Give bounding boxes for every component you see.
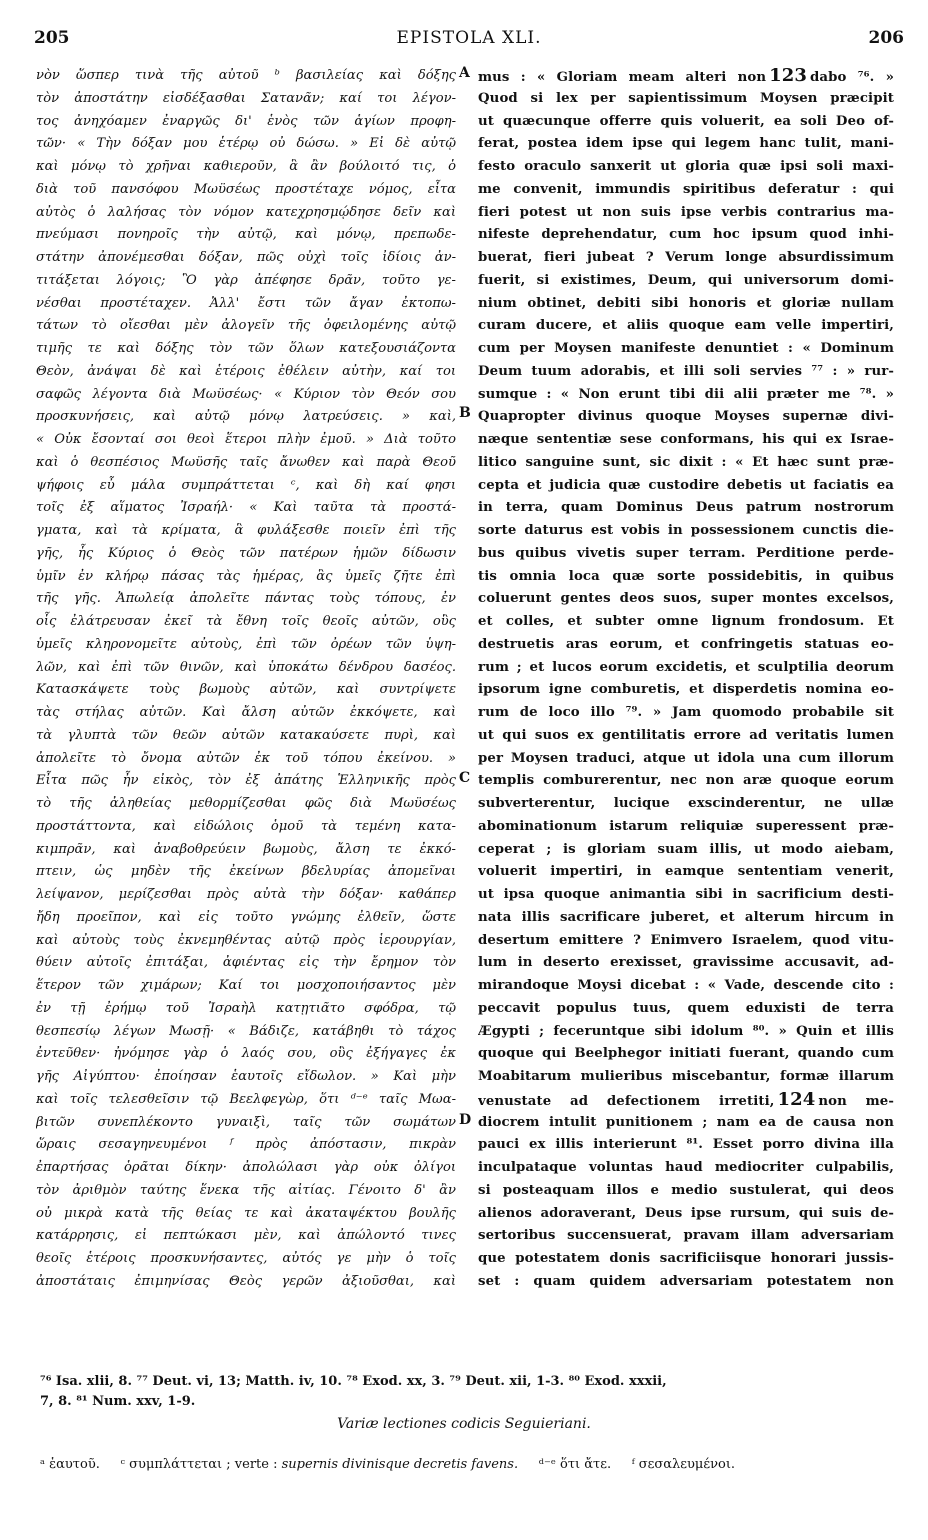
latin-line: destruetis aras eorum, et confringetis statuas eo- — [478, 636, 894, 652]
scripture-footnotes — [40, 1372, 900, 1412]
greek-line: θεοῖς ἑτέροις προσκυνήσαντες, αὐτός γε μὴν ὁ τοῖς — [36, 1251, 456, 1266]
latin-line: me convenit, immundis spiritibus deferatur : qui — [478, 181, 894, 197]
latin-line — [478, 1089, 894, 1112]
latin-line: ut ipsa quoque animantia sibi in sacrificium desti- — [478, 887, 894, 902]
greek-line: ὥραις σεσαγηνευμένοι ᶠ πρὸς ἀπόστασιν, πικρὰν — [36, 1137, 456, 1153]
margin-letter-b: B — [459, 405, 471, 421]
latin-line: alienos adoraverant, Deus ipse rursum, qui suis de- — [478, 1205, 894, 1221]
greek-line: τος ἀνηχόαμεν ἐναργῶς δι' ἑνὸς τῶν ἁγίων προφη- — [36, 113, 456, 129]
latin-line: nifeste deprehendatur, cum hoc ipsum quod inhi- — [478, 227, 894, 243]
greek-line: σαφῶς λέγοντα διὰ Μωϋσέως· « Κύριον τὸν Θεόν σου — [36, 386, 456, 402]
latin-line: festo oraculo sanxerit ut gloria quæ ipsi soli maxi- — [478, 159, 894, 174]
latin-line: buerat, fieri jubeat ? Verum longe absurdissimum — [478, 250, 894, 265]
latin-line: quoque qui Beelphegor initiati fuerant, quando cum — [478, 1046, 894, 1062]
greek-line: « Οὐκ ἔσονταί σοι θεοὶ ἕτεροι πλὴν ἐμοῦ. » Διὰ τοῦτο — [36, 432, 456, 447]
latin-line: Deum tuum adorabis, et illi soli servies ⁷⁷ : » rur- — [478, 363, 894, 379]
variant-f: ᶠ σεσαλευμένοι. — [631, 1457, 736, 1472]
variant-readings — [40, 1455, 900, 1475]
greek-line: τάτων τὸ οἴεσθαι μὲν ἀλογεῖν τῆς ὀφειλομένης αὐτῷ — [36, 318, 456, 334]
greek-line: προσκυνήσεις, καὶ αὐτῷ μόνῳ λατρεύσεις. » καὶ, — [36, 409, 456, 425]
variant-a: ᵃ ἑαυτοῦ. — [40, 1457, 100, 1472]
latin-line: templis comburerentur, nec non aræ quoque eorum — [478, 773, 894, 789]
latin-line: si posteaquam illos e medio sustulerat, qui deos — [478, 1182, 894, 1198]
latin-line: diocrem intulit punitionem ; nam ea de causa non — [478, 1114, 894, 1130]
latin-line: sertoribus succensuerat, pravam illam adversariam — [478, 1228, 894, 1244]
greek-line: νὸν ὥσπερ τινὰ τῆς αὐτοῦ ᵇ βασιλείας καὶ δόξης — [36, 68, 456, 83]
greek-line: τὸ τῆς ἀληθείας μεθορμίζεσθαι φῶς διὰ Μωϋσέως — [36, 796, 456, 811]
greek-line: στάτην ἀπονέμεσθαι δόξαν, πῶς οὐχὶ τοῖς ἰδίοις ἀν- — [36, 250, 456, 265]
greek-line: προστάττοντα, καὶ εἰδώλοις ὁμοῦ τὰ τεμένη κατα- — [36, 818, 456, 834]
variant-c-label: ᶜ συμπλάττεται ; verte : — [120, 1457, 278, 1472]
latin-line: sorte daturus est vobis in possessionem cunctis die- — [478, 523, 894, 538]
latin-line: ceperat ; is gloriam suam illis, ut modo aiebam, — [478, 841, 894, 857]
greek-line: βιτῶν συνεπλέκοντο γυναιξὶ, ταῖς τῶν σωμάτων — [36, 1114, 456, 1130]
greek-line: λείψανον, μερίζεσθαι πρὸς αὐτὰ τὴν δόξαν· καθάπερ — [36, 887, 456, 902]
page-number-left: 205 — [34, 28, 70, 48]
greek-line: καὶ μόνῳ τὸ χρῆναι καθιεροῦν, ἃ ἂν βούλοιτό τις, ὁ — [36, 159, 456, 174]
latin-line-text: venustate ad defectionem irretiti, — [478, 1093, 775, 1109]
footnote-line-1: ⁷⁶ Isa. xlii, 8. ⁷⁷ Deut. vi, 13; Matth. iv, 10. ⁷⁸ Exod. xx, 3. ⁷⁹ Deut. xii, 1-3. ⁸⁰ Exod. xxxii, — [40, 1374, 667, 1389]
latin-line — [478, 65, 894, 88]
greek-line: ἐπαρτήσας ὁρᾶται δίκην· ἀπολώλασι γὰρ οὐκ ὀλίγοι — [36, 1160, 456, 1175]
latin-line: Ægypti ; feceruntque sibi idolum ⁸⁰. » Quin et illis — [478, 1023, 894, 1039]
latin-line: nium obtinet, debiti sibi honoris et gloriæ nullam — [478, 295, 894, 311]
greek-line: νέσθαι προστέταχεν. Ἀλλ' ἔστι τῶν ἄγαν ἐκτοπω- — [36, 295, 456, 311]
latin-line: litico sanguine sunt, sic dixit : « Et hæc sunt præ- — [478, 454, 894, 470]
greek-line: τὸν ἀποστάτην εἰσδέξασθαι Σατανᾶν; καί τοι λέγον- — [36, 90, 456, 106]
latin-line: mirandoque Moysi dicebat : « Vade, descende cito : — [478, 978, 894, 993]
greek-line: καὶ ὁ θεσπέσιος Μωϋσῆς ταῖς ἄνωθεν καὶ παρὰ Θεοῦ — [36, 454, 456, 470]
greek-line: οἷς ἐλάτρευσαν ἐκεῖ τὰ ἔθνη τοῖς θεοῖς αὐτῶν, οὓς — [36, 614, 456, 629]
latin-line: bus quibus vivetis super terram. Perditione perde- — [478, 545, 894, 561]
greek-line: πτειν, ὡς μηδὲν τῆς ἐκείνων βδελυρίας ἀπομεῖναι — [36, 864, 456, 880]
column-number: 123 — [769, 65, 808, 86]
latin-line-continuation: non me- — [818, 1093, 894, 1109]
latin-line: tis omnia loca quæ sorte possidebitis, in quibus — [478, 568, 894, 584]
latin-line: inculpataque voluntas haud mediocriter culpabilis, — [478, 1160, 894, 1175]
greek-text-column — [36, 65, 456, 1294]
latin-line: pauci ex illis interierunt ⁸¹. Esset porro divina illa — [478, 1137, 894, 1153]
latin-line: ut qui suos ex gentilitatis errore ad veritatis lumen — [478, 727, 894, 743]
greek-line: αὐτὸς ὁ λαλήσας τὸν νόμον κατεχρησμῴδησε δεῖν καὶ — [36, 204, 456, 220]
latin-line: cepta et judicia quæ custodire debetis ut faciatis ea — [478, 477, 894, 493]
greek-line: ἐντεῦθεν· ἠνόμησε γὰρ ὁ λαός σου, οὓς ἐξήγαγες ἐκ — [36, 1046, 456, 1062]
latin-line: cum per Moysen manifeste denuntiet : « Dominum — [478, 341, 894, 356]
latin-line: Quapropter divinus quoque Moyses supernæ divi- — [478, 409, 894, 425]
latin-line: coluerunt gentes deos suos, super montes excelsos, — [478, 591, 894, 607]
greek-line: καὶ τοῖς τελεσθεῖσιν τῷ Βεελφεγὼρ, ὅτι ᵈ⁻ᵉ ταῖς Μωα- — [36, 1091, 456, 1107]
greek-line: τὰς στήλας αὐτῶν. Καὶ ἄλση αὐτῶν ἐκκόψετε, καὶ — [36, 705, 456, 720]
latin-line: ipsorum igne comburetis, et disperdetis nomina eo- — [478, 682, 894, 698]
variae-heading: Variæ lectiones codicis Seguieriani. — [337, 1416, 591, 1432]
greek-line: Εἶτα πῶς ἦν εἰκὸς, τὸν ἐξ ἀπάτης Ἑλληνικῆς πρὸς — [36, 773, 456, 789]
variant-c-text: supernis divinisque decretis favens. — [281, 1457, 519, 1472]
variant-de: ᵈ⁻ᵉ ὅτι ἄτε. — [538, 1457, 612, 1472]
latin-text-column — [478, 65, 894, 1294]
latin-line-text: mus : « Gloriam meam alteri non — [478, 70, 767, 85]
greek-line: γματα, καὶ τὰ κρίματα, ἃ φυλάξεσθε ποιεῖν ἐπὶ τῆς — [36, 523, 456, 538]
greek-line: διὰ τοῦ πανσόφου Μωϋσέως προστέταχε νόμος, εἶτα — [36, 181, 456, 197]
greek-line: τὸν ἀριθμὸν ταύτης ἕνεκα τῆς αἰτίας. Γένοιτο δ' ἂν — [36, 1182, 456, 1198]
greek-line: θεσπεσίῳ λέγων Μωσῇ· « Βάδιζε, κατάβηθι τὸ τάχος — [36, 1023, 456, 1039]
margin-letter-a: A — [459, 65, 470, 81]
latin-line: subverterentur, lucique exscinderentur, ne ullæ — [478, 796, 894, 811]
greek-line: κατάρρησις, εἰ πεπτώκασι μὲν, καὶ ἀπώλοντό τινες — [36, 1228, 456, 1244]
greek-line: ἀπολεῖτε τὸ ὄνομα αὐτῶν ἐκ τοῦ τόπου ἐκείνου. » — [36, 750, 456, 766]
running-title: EPISTOLA XLI. — [396, 28, 542, 48]
latin-line: curam ducere, et aliis quoque eam velle impertiri, — [478, 318, 894, 334]
greek-line: γῆς, ἧς Κύριος ὁ Θεὸς τῶν πατέρων ἡμῶν δίδωσιν — [36, 545, 456, 561]
greek-line: κιμπρᾶν, καὶ ἀναβοθρεύειν βωμοὺς, ἄλση τε ἐκκό- — [36, 841, 456, 857]
latin-line: næque sententiæ sese conformans, his qui ex Israe- — [478, 432, 894, 447]
latin-line: sumque : « Non erunt tibi dii alii præter me ⁷⁸. » — [478, 386, 894, 402]
latin-line: Moabitarum mulieribus miscebantur, formæ illarum — [478, 1069, 894, 1084]
footnote-line-2: 7, 8. ⁸¹ Num. xxv, 1-9. — [40, 1394, 196, 1409]
greek-line: οὐ μικρὰ κατὰ τῆς θείας τε καὶ ἀκαταψέκτου βουλῆς — [36, 1205, 456, 1221]
latin-line: voluerit impertiri, in eamque sententiam venerit, — [478, 864, 894, 880]
latin-line: fieri potest ut non suis ipse verbis contrarius ma- — [478, 204, 894, 220]
greek-line: τῶν· « Τὴν δόξαν μου ἑτέρῳ οὐ δώσω. » Εἰ δὲ αὐτῷ — [36, 136, 456, 152]
latin-line: in terra, quam Dominus Deus patrum nostrorum — [478, 500, 894, 516]
greek-line: θύειν αὐτοῖς ἐπιτάξαι, ἀφιέντας εἰς τὴν ἔρημον τὸν — [36, 955, 456, 971]
greek-line: καὶ αὐτοὺς τοὺς ἐκνεμηθέντας αὐτῷ πρὸς ἱερουργίαν, — [36, 932, 456, 948]
latin-line: per Moysen traduci, atque ut idola una cum illorum — [478, 750, 894, 766]
latin-line: peccavit populus tuus, quem eduxisti de terra — [478, 1000, 894, 1016]
greek-line: γῆς Αἰγύπτου· ἐποίησαν ἑαυτοῖς εἴδωλον. » Καὶ μὴν — [36, 1069, 456, 1084]
page-header — [34, 28, 904, 58]
greek-line: ψήφοις εὖ μάλα συμπράττεται ᶜ, καὶ δὴ καί φησι — [36, 477, 456, 493]
greek-line: ἤδη προεῖπον, καὶ εἰς τοῦτο γνώμης ἐλθεῖν, ὥστε — [36, 909, 456, 925]
greek-line: ἕτερον τῶν χιμάρων; Καί τοι μοσχοποιήσαντος μὲν — [36, 978, 456, 993]
greek-line: ἀποστάταις ἐπιμηνίσας Θεὸς γερῶν ἀξιοῦσθαι, καὶ — [36, 1273, 456, 1289]
page-number-right: 206 — [868, 28, 904, 48]
greek-line: Θεὸν, ἀνάψαι δὲ καὶ ἑτέροις ἐθέλειν αὐτὴν, καί τοι — [36, 363, 456, 379]
column-number: 124 — [777, 1088, 816, 1110]
greek-line: τὰ γλυπτὰ τῶν θεῶν αὐτῶν κατακαύσετε πυρὶ, καὶ — [36, 727, 456, 743]
greek-line: πνεύμασι πονηροῖς τὴν αὐτῷ, καὶ μόνῳ, πρεπωδε- — [36, 227, 456, 243]
greek-line: τιτάξεται λόγοις; Ὃ γὰρ ἀπέφησε δρᾶν, τοῦτο γε- — [36, 272, 456, 288]
latin-line: ferat, postea idem ipse qui legem hanc tulit, mani- — [478, 136, 894, 152]
latin-line: lum in deserto erexisset, gravissime accusavit, ad- — [478, 955, 894, 971]
latin-line: rum de loco illo ⁷⁹. » Jam quomodo probabile sit — [478, 705, 894, 720]
greek-line: Κατασκάψετε τοὺς βωμοὺς αὐτῶν, καὶ συντρίψετε — [36, 682, 456, 698]
margin-letter-d: D — [459, 1112, 472, 1128]
latin-line: set : quam quidem adversariam potestatem non — [478, 1273, 894, 1289]
latin-line: nata illis sacrificare juberet, et alterum hircum in — [478, 909, 894, 925]
margin-letter-c: C — [459, 770, 471, 786]
latin-line: que potestatem donis sacrificiisque honorari jussis- — [478, 1251, 894, 1266]
latin-line-continuation: dabo ⁷⁶. » — [810, 70, 894, 85]
latin-line: desertum emittere ? Enimvero Israelem, quod vitu- — [478, 932, 894, 948]
greek-line: τῆς γῆς. Ἀπωλείᾳ ἀπολεῖτε πάντας τοὺς τόπους, ἐν — [36, 591, 456, 607]
greek-line: ὑμεῖς κληρονομεῖτε αὐτοὺς, ἐπὶ τῶν ὀρέων τῶν ὑψη- — [36, 636, 456, 652]
latin-line: et colles, et subter omne lignum frondosum. Et — [478, 614, 894, 629]
greek-line: ὑμῖν ἐν κλήρῳ πάσας τὰς ἡμέρας, ἃς ὑμεῖς ζῆτε ἐπὶ — [36, 568, 456, 584]
greek-line: τοῖς ἐξ αἵματος Ἰσραήλ· « Καὶ ταῦτα τὰ προστά- — [36, 500, 456, 516]
latin-line: abominationum istarum reliquiæ superessent præ- — [478, 818, 894, 834]
latin-line: Quod si lex per sapientissimum Moysen præcipit — [478, 90, 894, 106]
latin-line: rum ; et lucos eorum excidetis, et sculptilia deorum — [478, 659, 894, 675]
latin-line: fuerit, si existimes, Deum, qui universorum domi- — [478, 272, 894, 288]
latin-line: ut quæcunque offerre quis voluerit, ea soli Deo of- — [478, 113, 894, 129]
greek-line: λῶν, καὶ ἐπὶ τῶν θινῶν, καὶ ὑποκάτω δένδρου δασέος. — [36, 659, 456, 675]
greek-line: ἐν τῇ ἐρήμῳ τοῦ Ἰσραὴλ κατῃτιᾶτο σφόδρα, τῷ — [36, 1000, 456, 1016]
greek-line: τιμῆς τε καὶ δόξης τὸν τῶν ὅλων κατεξουσιάζοντα — [36, 341, 456, 356]
